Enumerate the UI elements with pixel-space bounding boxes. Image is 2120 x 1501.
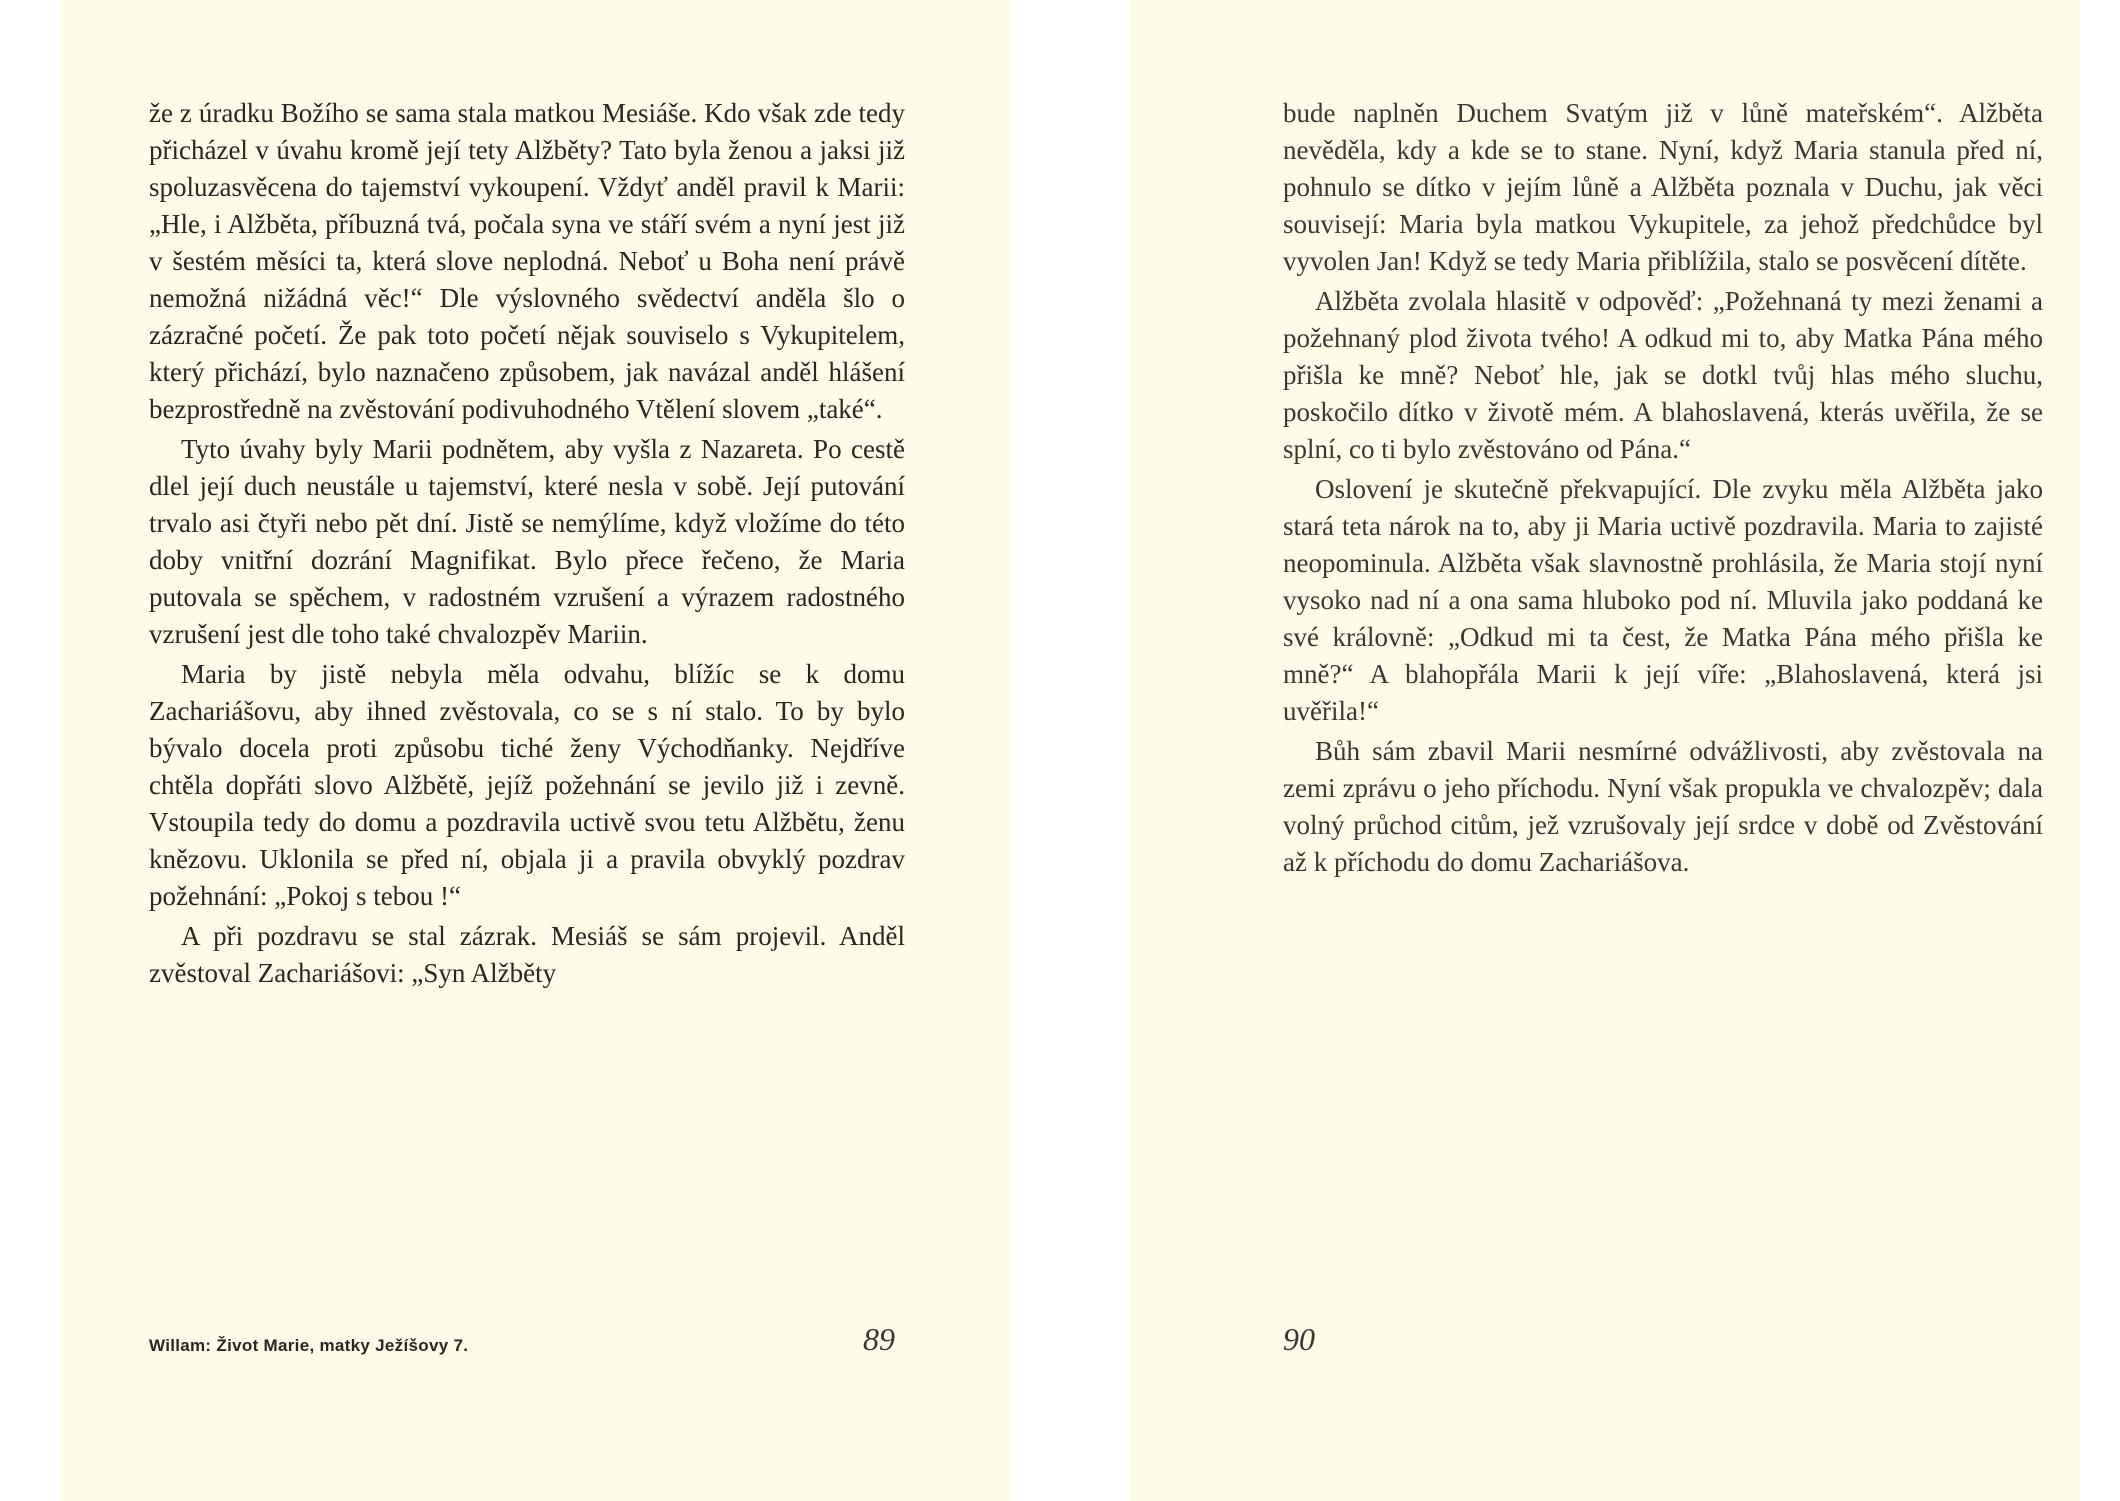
- paragraph: A při pozdravu se stal zázrak. Mesiáš se sám projevil. Anděl zvěstoval Zachariášovi: „Syn Alžběty: [149, 921, 905, 988]
- signature-mark: Willam: Život Marie, matky Ježíšovy 7.: [149, 1336, 469, 1355]
- right-page-body: [1283, 95, 2043, 884]
- paragraph: Bůh sám zbavil Marii nesmírné odvážlivosti, aby zvěstovala na zemi zprávu o jeho příchodu. Nyní však propukla ve chvalozpěv; dala volný průchod citům, jež vzrušovaly její srdce v době od Zvěstování až k příchodu do domu Zachariášova.: [1283, 736, 2043, 877]
- left-page: [60, 0, 1010, 1501]
- right-page: [1130, 0, 2080, 1501]
- paragraph: Maria by jistě nebyla měla odvahu, blížíc se k domu Zachariášovu, aby ihned zvěstovala, co se s ní stalo. To by bylo bývalo docela proti způsobu tiché ženy Východňanky. Nejdříve chtěla dopřáti slovo Alžbětě, jejíž požehnání se jevilo již i zevně. Vstoupila tedy do domu a pozdravila uctivě svou tetu Alžbětu, ženu knězovu. Uklonila se před ní, objala ji a pravila obvyklý pozdrav požehnání: „Pokoj s tebou !“: [149, 659, 905, 911]
- paragraph: bude naplněn Duchem Svatým již v lůně mateřském“. Alžběta nevěděla, kdy a kde se to stane. Nyní, když Maria stanula před ní, pohnulo se dítko v jejím lůně a Alžběta poznala v Duchu, jak věci souvisejí: Maria byla matkou Vykupitele, za jehož předchůdce byl vyvolen Jan! Když se tedy Maria přiblížila, stalo se posvěcení dítěte.: [1283, 98, 2043, 276]
- left-page-body: [149, 95, 905, 995]
- paragraph: Tyto úvahy byly Marii podnětem, aby vyšla z Nazareta. Po cestě dlel její duch neustále u tajemství, které nesla v sobě. Její putování trvalo asi čtyři nebo pět dní. Jistě se nemýlíme, když vložíme do této doby vnitřní dozrání Magnifikat. Bylo přece řečeno, že Maria putovala se spěchem, v radostném vzrušení a výrazem radostného vzrušení jest dle toho také chvalozpěv Mariin.: [149, 434, 905, 649]
- page-number: 89: [863, 1321, 895, 1357]
- paragraph: že z úradku Božího se sama stala matkou Mesiáše. Kdo však zde tedy přicházel v úvahu kromě její tety Alžběty? Tato byla ženou a jaksi již spoluzasvěcena do tajemství vykoupení. Vždyť anděl pravil k Marii: „Hle, i Alžběta, příbuzná tvá, počala syna ve stáří svém a nyní jest již v šestém měsíci ta, která slove neplodná. Neboť u Boha není právě nemožná nižádná věc!“ Dle výslovného svědectví anděla šlo o zázračné početí. Že pak toto početí nějak souviselo s Vykupitelem, který přichází, bylo naznačeno způsobem, jak navázal anděl hlášení bezprostředně na zvěstování podivuhodného Vtělení slovem „také“.: [149, 98, 905, 424]
- page-number: 90: [1283, 1321, 1315, 1357]
- paragraph: Alžběta zvolala hlasitě v odpověď: „Požehnaná ty mezi ženami a požehnaný plod života tvého! A odkud mi to, aby Matka Pána mého přišla ke mně? Neboť hle, jak se dotkl tvůj hlas mého sluchu, poskočilo dítko v životě mém. A blahoslavená, kterás uvěřila, že se splní, co ti bylo zvěstováno od Pána.“: [1283, 286, 2043, 464]
- paragraph: Oslovení je skutečně překvapující. Dle zvyku měla Alžběta jako stará teta nárok na to, aby ji Maria uctivě pozdravila. Maria to zajisté neopominula. Alžběta však slavnostně prohlásila, že Maria stojí nyní vysoko nad ní a ona sama hluboko pod ní. Mluvila jako poddaná ke své královně: „Odkud mi ta čest, že Matka Pána mého přišla ke mně?“ A blahopřála Marii k její víře: „Blahoslavená, která jsi uvěřila!“: [1283, 474, 2043, 726]
